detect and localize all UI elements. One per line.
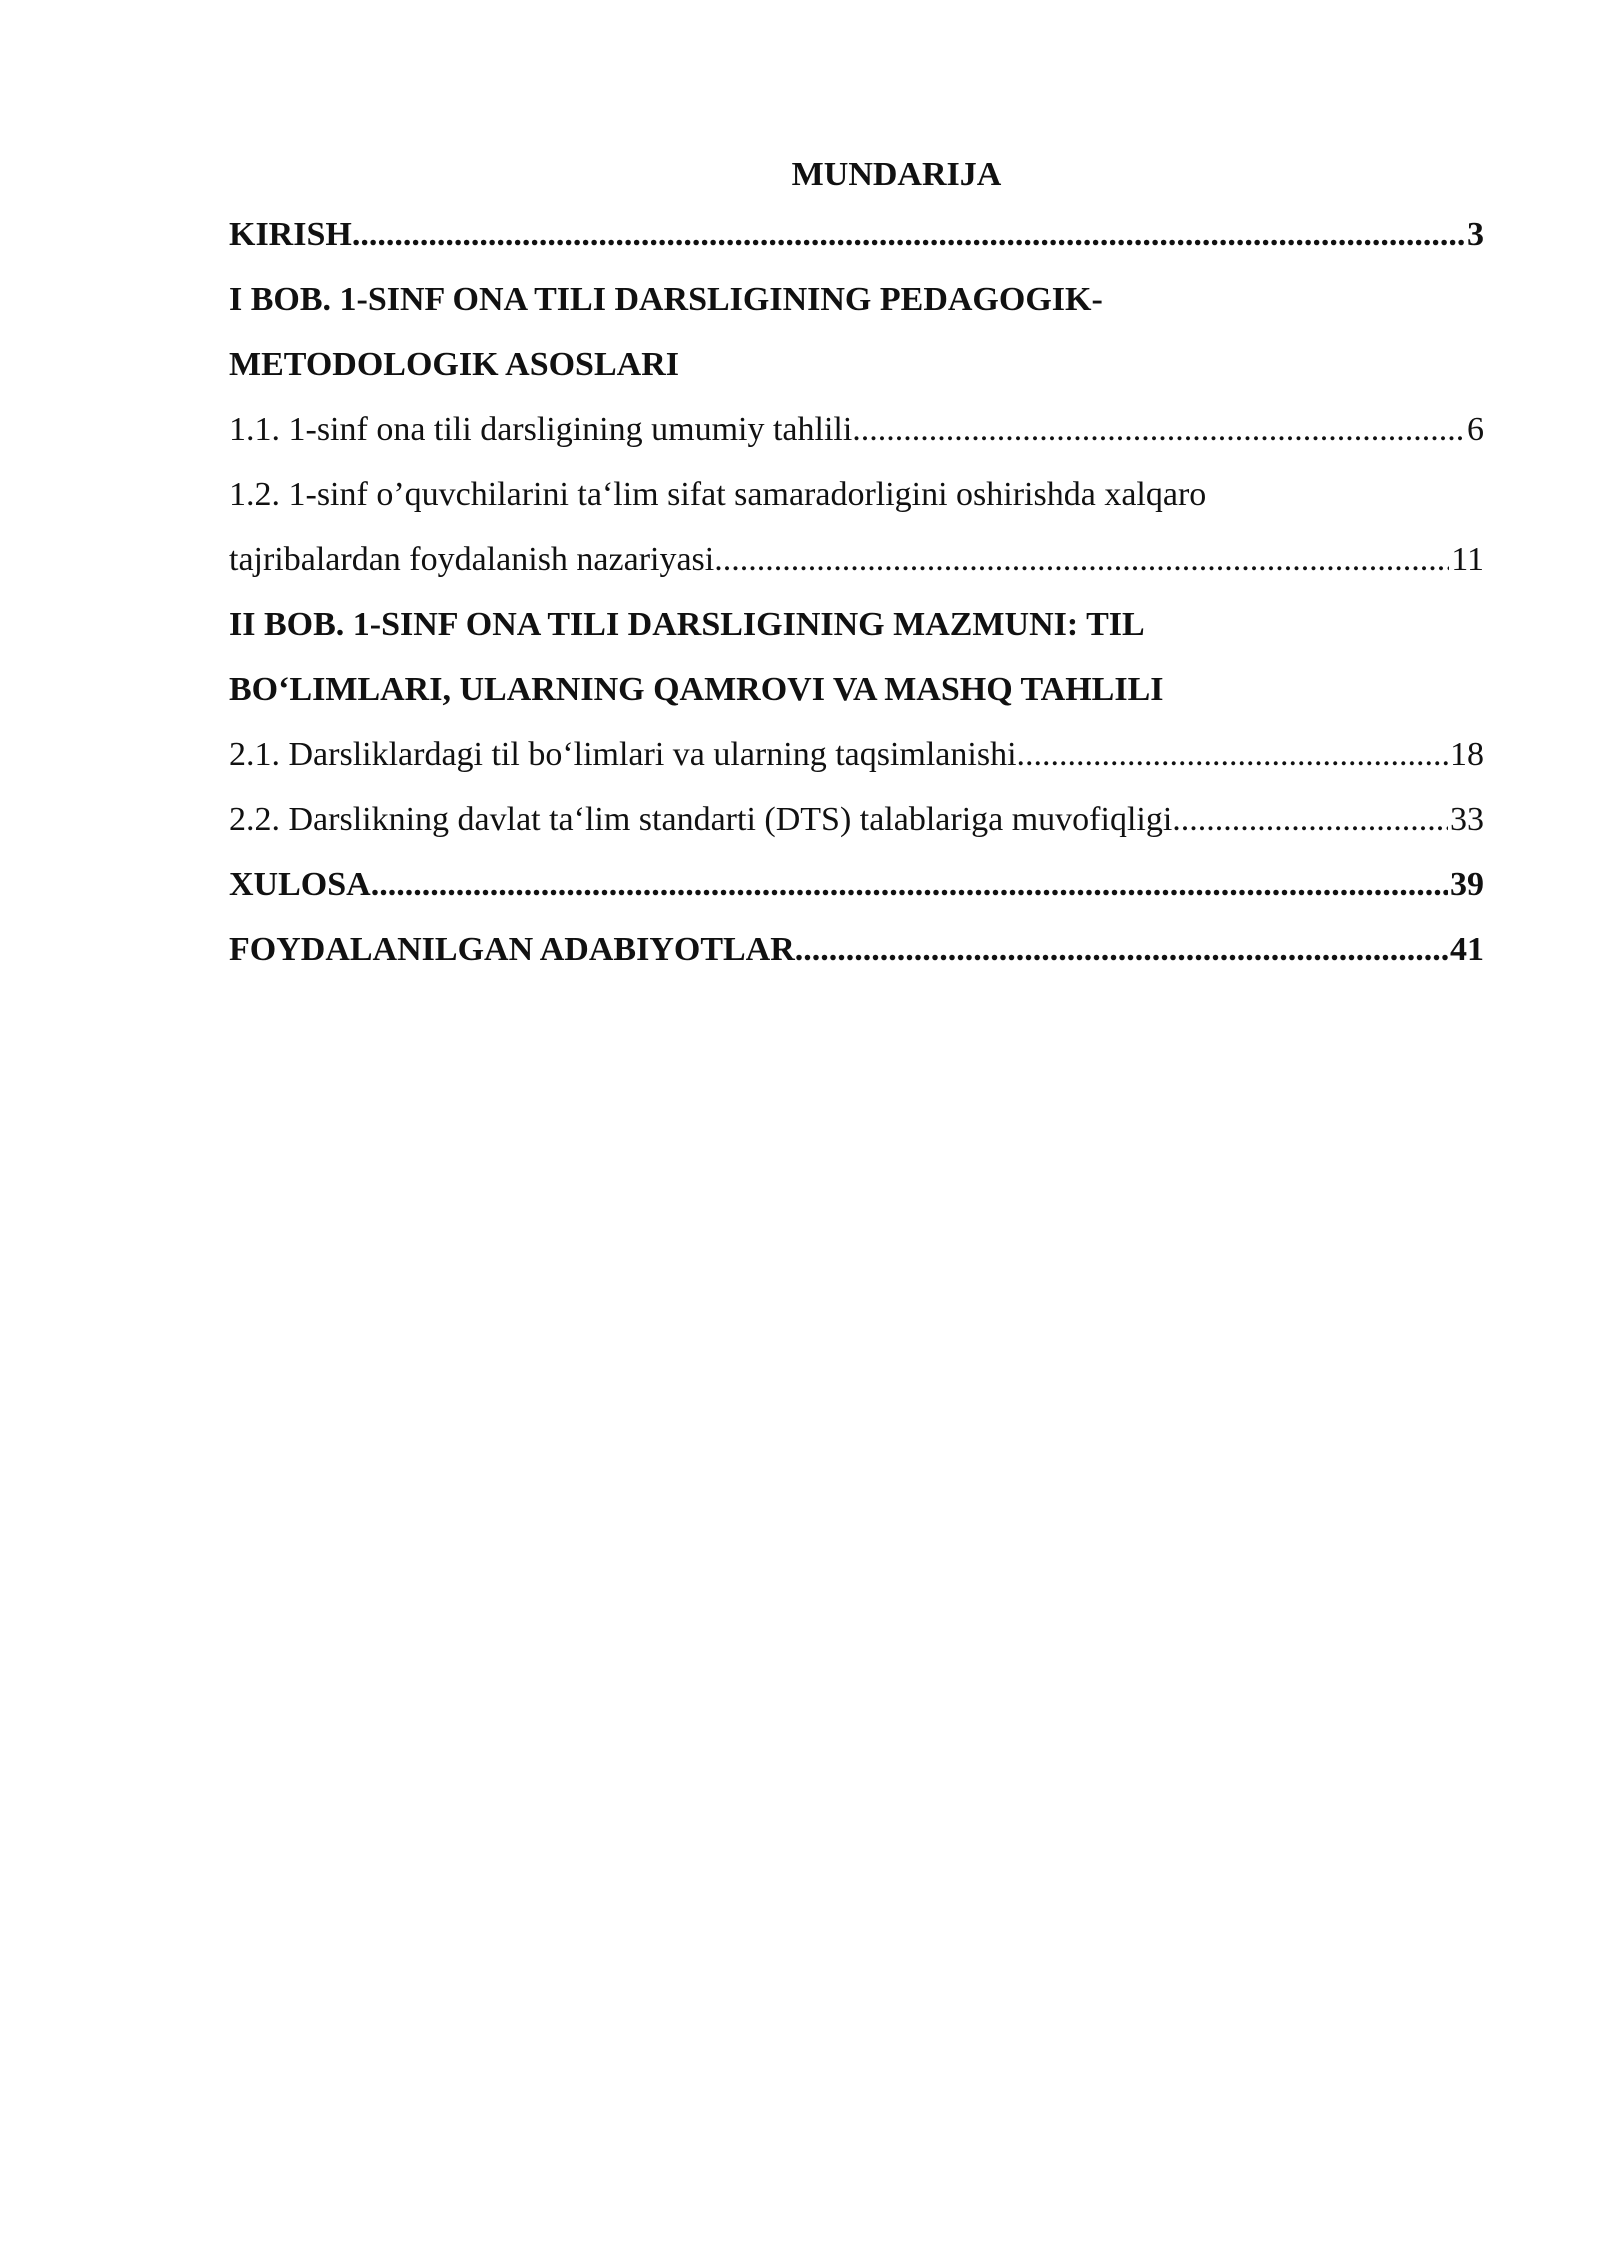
toc-entry-label: 2.2. Darslikning davlat ta‘lim standarti (DTS) talablariga muvofiqligi [229,801,1173,838]
toc-title: MUNDARIJA [791,156,1002,193]
toc-page-number: 39 [1450,866,1484,903]
toc-page-number: 3 [1467,216,1484,253]
toc-page-number: 33 [1450,801,1484,838]
toc-entry-label: 1.1. 1-sinf ona tili darsligining umumiy tahlili [229,411,853,448]
toc-chapter-1-heading-line-2[interactable]: METODOLOGIK ASOSLARI [229,346,679,383]
dot-leader [795,917,1448,982]
toc-chapter-2-heading-line-2[interactable]: BO‘LIMLARI, ULARNING QAMROVI VA MASHQ TAHLILI [229,671,1164,708]
toc-entry-2-2[interactable] [229,787,1484,852]
dot-leader [1172,787,1448,852]
toc-page-number: 18 [1450,736,1484,773]
toc-entry-kirish[interactable] [229,202,1484,267]
dot-leader [1017,722,1448,787]
toc-entry-label: tajribalardan foydalanish nazariyasi [229,541,715,578]
toc-entry-1-2[interactable] [229,527,1484,592]
toc-chapter-1-heading-line-1[interactable]: I BOB. 1-SINF ONA TILI DARSLIGINING PEDAGOGIK- [229,281,1103,318]
toc-entry-label: XULOSA [229,866,371,903]
toc-entry-1-1[interactable] [229,397,1484,462]
table-of-contents [229,148,1484,982]
toc-page-number: 41 [1450,931,1484,968]
toc-entry-references[interactable] [229,917,1484,982]
toc-entry-xulosa[interactable] [229,852,1484,917]
toc-page-number: 6 [1467,411,1484,448]
toc-entry-2-1[interactable] [229,722,1484,787]
toc-chapter-2-heading-line-1[interactable]: II BOB. 1-SINF ONA TILI DARSLIGINING MAZMUNI: TIL [229,606,1145,643]
dot-leader [714,527,1449,592]
dot-leader [852,397,1465,462]
toc-entry-label: KIRISH [229,216,352,253]
toc-page-number: 11 [1451,541,1484,578]
dot-leader [352,202,1465,267]
toc-entry-label: 2.1. Darsliklardagi til bo‘limlari va ularning taqsimlanishi [229,736,1017,773]
toc-entry-label: FOYDALANILGAN ADABIYOTLAR [229,931,795,968]
dot-leader [371,852,1448,917]
toc-entry-1-2-line-1[interactable]: 1.2. 1-sinf o’quvchilarini ta‘lim sifat samaradorligini oshirishda xalqaro [229,476,1207,513]
